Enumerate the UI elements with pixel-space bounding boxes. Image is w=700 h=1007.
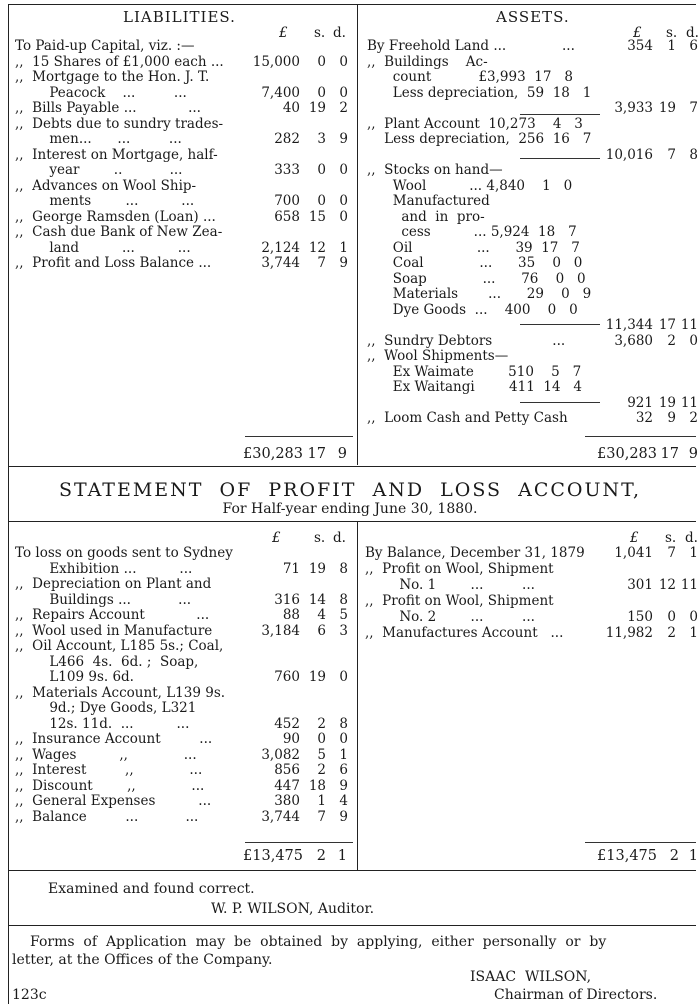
statement-top-rule xyxy=(8,521,696,522)
credit-row-pounds: 1,041 xyxy=(614,545,653,561)
liability-row-pence: 0 xyxy=(339,193,348,209)
credit-total-rule xyxy=(585,842,696,843)
debit-row-pounds: 3,184 xyxy=(261,622,300,639)
debit-row-pounds: 760 xyxy=(274,669,300,685)
asset-total-shillings: 17 xyxy=(660,446,679,462)
asset-total-pence: 9 xyxy=(688,446,698,462)
liability-row-text: ,, Advances on Wool Ship- xyxy=(15,177,197,194)
liability-row-text: ,, Interest on Mortgage, half- xyxy=(15,146,218,163)
debit-row-shillings: 19 xyxy=(308,669,326,685)
debit-row-pounds: 90 xyxy=(282,731,300,747)
top-rule xyxy=(8,4,696,5)
credit-row-pounds: 150 xyxy=(627,609,653,625)
statement-divider xyxy=(357,521,358,870)
liability-row-text: ,, Debts due to sundry trades- xyxy=(15,115,224,132)
pl-debit-pence-header: d. xyxy=(333,530,346,546)
debit-row-shillings: 5 xyxy=(317,746,326,763)
statement-subtitle: For Half-year ending June 30, 1880. xyxy=(222,501,478,517)
asset-pence-header: d. xyxy=(686,25,699,41)
asset-total-pounds: £30,283 xyxy=(597,446,657,462)
credit-row-text: No. 1 ... ... xyxy=(365,577,535,593)
asset-row-text: Ex Waitangi 411 14 4 xyxy=(367,379,583,395)
debit-row-pence: 8 xyxy=(339,715,348,732)
debit-row-pounds: 380 xyxy=(274,793,300,809)
auditor-signature: W. P. WILSON, Auditor. xyxy=(211,901,375,917)
liability-row-pounds: 2,124 xyxy=(261,239,300,256)
liab-total-pence: 9 xyxy=(337,446,347,462)
balance-bottom-rule xyxy=(8,466,696,467)
liability-row-text: ments ... ... xyxy=(15,193,195,209)
debit-row-text: ,, Depreciation on Plant and xyxy=(15,576,212,592)
asset-row-text: Oil ... 39 17 7 xyxy=(367,239,580,256)
liab-shilling-header: s. xyxy=(314,25,326,41)
pl-credit-pound-header: £ xyxy=(630,530,639,546)
debit-row-pounds: 316 xyxy=(274,591,300,608)
examined-note: Examined and found correct. xyxy=(48,881,255,897)
pl-debit-pound-header: £ xyxy=(272,530,281,546)
statement-title: STATEMENT OF PROFIT AND LOSS ACCOUNT, xyxy=(58,479,642,501)
liability-row-text: ,, Bills Payable ... ... xyxy=(15,100,201,116)
asset-row-text: Less depreciation, 59 18 1 xyxy=(367,84,592,101)
asset-row-pence: 0 xyxy=(689,332,698,349)
asset-row-text: Coal ... 35 0 0 xyxy=(367,255,583,271)
debit-row-pence: 0 xyxy=(339,669,348,685)
forms-notice-line2: letter, at the Offices of the Company. xyxy=(12,952,273,968)
debit-total-rule xyxy=(245,842,353,843)
asset-row-pounds: 3,680 xyxy=(614,332,653,349)
debit-row-text: ,, Insurance Account ... xyxy=(15,731,213,747)
liability-row-pounds: 333 xyxy=(274,162,300,178)
asset-row-shillings: 7 xyxy=(667,146,676,163)
debit-row-pence: 9 xyxy=(339,808,348,825)
credit-row-text: By Balance, December 31, 1879 xyxy=(365,545,585,561)
liability-row-shillings: 15 xyxy=(308,208,326,225)
liability-row-pence: 2 xyxy=(339,100,348,116)
asset-subtotal-rule-4 xyxy=(520,402,600,403)
credit-row-pounds: 301 xyxy=(627,577,653,593)
forms-notice-line1: Forms of Application may be obtained by applying, either personally or by xyxy=(30,934,607,950)
pl-debit-shilling-header: s. xyxy=(314,530,326,546)
asset-row-text: count £3,993 17 8 xyxy=(367,69,573,85)
debit-row-shillings: 14 xyxy=(308,591,326,608)
debit-row-text: 12s. 11d. ... ... xyxy=(15,715,190,732)
debit-row-text: L109 9s. 6d. xyxy=(15,669,134,685)
asset-row-pounds: 11,344 xyxy=(605,317,653,333)
debit-row-shillings: 18 xyxy=(308,777,326,794)
asset-row-shillings: 19 xyxy=(658,394,676,411)
pl-credit-pence-header: d. xyxy=(685,530,698,546)
asset-row-pounds: 10,016 xyxy=(605,146,653,163)
liab-total-shillings: 17 xyxy=(307,446,326,462)
debit-row-pounds: 3,744 xyxy=(261,808,300,825)
debit-row-text: L466 4s. 6d. ; Soap, xyxy=(15,653,199,670)
debit-row-text: ,, Oil Account, L185 5s.; Coal, xyxy=(15,638,224,654)
liability-row-text: To Paid-up Capital, viz. :— xyxy=(15,38,195,54)
credit-row-shillings: 2 xyxy=(667,625,676,641)
liability-row-shillings: 0 xyxy=(317,162,326,178)
debit-total-shillings: 2 xyxy=(316,848,326,864)
liability-row-pounds: 282 xyxy=(274,131,300,147)
liability-row-pence: 0 xyxy=(339,53,348,70)
liability-row-pounds: 3,744 xyxy=(261,255,300,271)
assets-heading: ASSETS. xyxy=(496,8,570,26)
asset-row-shillings: 2 xyxy=(667,332,676,349)
debit-row-text: 9d.; Dye Goods, L321 xyxy=(15,700,197,716)
credit-total-pounds: £13,475 xyxy=(597,848,657,864)
footer-rule xyxy=(8,925,696,926)
debit-row-pence: 5 xyxy=(339,607,348,623)
asset-row-text: Manufactured xyxy=(367,193,490,209)
credit-total-shillings: 2 xyxy=(669,848,679,864)
balance-divider xyxy=(357,4,358,465)
liability-row-pence: 0 xyxy=(339,208,348,225)
debit-row-text: ,, Wool used in Manufacture xyxy=(15,622,213,639)
liability-row-text: ,, George Ramsden (Loan) ... xyxy=(15,208,216,225)
debit-row-pounds: 452 xyxy=(274,715,300,732)
liability-row-text: men... ... ... xyxy=(15,131,182,147)
debit-row-pounds: 3,082 xyxy=(261,746,300,763)
asset-row-pence: 11 xyxy=(680,394,698,411)
credit-row-pence: 11 xyxy=(680,577,698,593)
debit-row-shillings: 6 xyxy=(317,622,326,639)
debit-row-text: ,, Interest ,, ... xyxy=(15,762,203,778)
liab-total-rule xyxy=(245,436,353,437)
debit-row-text: ,, Balance ... ... xyxy=(15,808,199,825)
asset-row-text: Ex Waimate 510 5 7 xyxy=(367,363,582,380)
liability-row-shillings: 0 xyxy=(317,53,326,70)
chairman-title: Chairman of Directors. xyxy=(494,987,658,1003)
asset-row-shillings: 9 xyxy=(667,410,676,426)
debit-row-pence: 8 xyxy=(339,591,348,608)
credit-row-pence: 0 xyxy=(689,609,698,625)
asset-row-text: By Freehold Land ... ... xyxy=(367,38,575,54)
asset-row-text: ,, Stocks on hand— xyxy=(367,162,503,178)
liability-row-shillings: 0 xyxy=(317,193,326,209)
liability-row-pence: 9 xyxy=(339,255,348,271)
liability-row-shillings: 12 xyxy=(308,239,326,256)
liability-row-pence: 9 xyxy=(339,131,348,147)
debit-row-pence: 0 xyxy=(339,731,348,747)
liability-row-text: ,, Mortgage to the Hon. J. T. xyxy=(15,69,210,85)
debit-row-pence: 9 xyxy=(339,777,348,794)
debit-row-text: ,, Materials Account, L139 9s. xyxy=(15,684,226,701)
liability-row-pounds: 15,000 xyxy=(252,53,300,70)
pl-credit-shilling-header: s. xyxy=(665,530,677,546)
asset-row-text: and in pro- xyxy=(367,208,485,225)
liability-row-pence: 1 xyxy=(339,239,348,256)
liab-total-pounds: £30,283 xyxy=(243,446,303,462)
liability-row-pounds: 700 xyxy=(274,193,300,209)
liabilities-heading: LIABILITIES. xyxy=(123,8,236,26)
liability-row-pence: 0 xyxy=(339,162,348,178)
debit-row-shillings: 7 xyxy=(317,808,326,825)
asset-row-shillings: 17 xyxy=(658,317,676,333)
liability-row-text: ,, Cash due Bank of New Zea- xyxy=(15,224,223,240)
credit-row-pence: 1 xyxy=(689,545,698,561)
asset-row-text: cess ... 5,924 18 7 xyxy=(367,224,577,240)
liability-row-pounds: 7,400 xyxy=(261,84,300,101)
liability-row-pence: 0 xyxy=(339,84,348,101)
debit-row-pence: 3 xyxy=(339,622,348,639)
debit-row-text: To loss on goods sent to Sydney xyxy=(15,545,233,561)
debit-row-text: ,, Wages ,, ... xyxy=(15,746,197,763)
liability-row-text: Peacock ... ... xyxy=(15,84,187,101)
credit-row-pounds: 11,982 xyxy=(605,625,653,641)
liability-row-text: ,, 15 Shares of £1,000 each ... xyxy=(15,53,224,70)
debit-row-pence: 6 xyxy=(339,762,348,778)
asset-row-text: Wool ... 4,840 1 0 xyxy=(367,177,573,194)
debit-total-pence: 1 xyxy=(337,848,347,864)
asset-row-pounds: 3,933 xyxy=(614,100,653,116)
liability-row-shillings: 3 xyxy=(317,131,326,147)
asset-row-text: Dye Goods ... 400 0 0 xyxy=(367,301,578,318)
asset-row-shillings: 1 xyxy=(667,38,676,54)
page-reference: 123c xyxy=(12,987,47,1003)
debit-row-text: Buildings ... ... xyxy=(15,591,192,608)
liab-pence-header: d. xyxy=(333,25,346,41)
asset-row-text: ,, Plant Account 10,273 4 3 xyxy=(367,115,583,132)
debit-row-shillings: 1 xyxy=(317,793,326,809)
liability-row-text: ,, Profit and Loss Balance ... xyxy=(15,255,212,271)
liability-row-shillings: 0 xyxy=(317,84,326,101)
debit-row-text: ,, General Expenses ... xyxy=(15,793,212,809)
asset-row-pence: 2 xyxy=(689,410,698,426)
credit-row-text: No. 2 ... ... xyxy=(365,609,535,625)
liability-row-pounds: 40 xyxy=(282,100,300,116)
asset-row-shillings: 19 xyxy=(658,100,676,116)
debit-row-pounds: 856 xyxy=(274,762,300,778)
debit-row-pence: 4 xyxy=(339,793,348,809)
asset-row-text: ,, Loom Cash and Petty Cash xyxy=(367,410,568,426)
credit-row-pence: 1 xyxy=(689,625,698,641)
asset-row-pence: 6 xyxy=(689,38,698,54)
debit-row-shillings: 19 xyxy=(308,560,326,577)
asset-row-pence: 8 xyxy=(689,146,698,163)
debit-row-pence: 8 xyxy=(339,560,348,577)
asset-row-text: ,, Wool Shipments— xyxy=(367,348,509,364)
debit-row-text: Exhibition ... ... xyxy=(15,560,193,577)
debit-row-pounds: 71 xyxy=(282,560,300,577)
chairman-name: ISAAC WILSON, xyxy=(470,969,592,985)
debit-row-shillings: 2 xyxy=(317,762,326,778)
asset-shilling-header: s. xyxy=(666,25,678,41)
asset-row-text: ,, Sundry Debtors ... xyxy=(367,332,566,349)
debit-row-text: ,, Repairs Account ... xyxy=(15,607,210,623)
asset-row-text: ,, Buildings Ac- xyxy=(367,53,488,70)
asset-subtotal-rule-3 xyxy=(520,324,600,325)
credit-row-text: ,, Profit on Wool, Shipment xyxy=(365,593,554,609)
asset-row-pounds: 32 xyxy=(635,410,653,426)
asset-row-pence: 7 xyxy=(689,100,698,116)
liab-pound-header: £ xyxy=(279,25,288,41)
debit-row-text: ,, Discount ,, ... xyxy=(15,777,205,794)
debit-row-pence: 1 xyxy=(339,746,348,763)
credit-total-pence: 1 xyxy=(688,848,698,864)
debit-total-pounds: £13,475 xyxy=(243,848,303,864)
asset-row-text: Soap ... 76 0 0 xyxy=(367,270,586,287)
asset-row-pence: 11 xyxy=(680,317,698,333)
asset-subtotal-rule-1 xyxy=(520,114,600,115)
debit-row-pounds: 447 xyxy=(274,777,300,794)
asset-row-pounds: 354 xyxy=(627,38,653,54)
credit-row-text: ,, Profit on Wool, Shipment xyxy=(365,561,554,577)
asset-row-text: Materials ... 29 0 9 xyxy=(367,286,592,302)
debit-row-shillings: 2 xyxy=(317,715,326,732)
asset-total-rule xyxy=(585,436,696,437)
debit-row-shillings: 0 xyxy=(317,731,326,747)
debit-row-shillings: 4 xyxy=(317,607,326,623)
asset-row-text: Less depreciation, 256 16 7 xyxy=(367,131,592,147)
liability-row-pounds: 658 xyxy=(274,208,300,225)
asset-subtotal-rule-2 xyxy=(520,158,600,159)
credit-row-shillings: 0 xyxy=(667,609,676,625)
statement-bottom-rule xyxy=(8,870,696,871)
credit-row-shillings: 12 xyxy=(658,577,676,593)
debit-row-pounds: 88 xyxy=(282,607,300,623)
credit-row-text: ,, Manufactures Account ... xyxy=(365,625,564,641)
asset-row-pounds: 921 xyxy=(627,394,653,411)
credit-row-shillings: 7 xyxy=(667,545,676,561)
asset-pound-header: £ xyxy=(633,25,642,41)
liability-row-text: year .. ... xyxy=(15,162,183,178)
liability-row-shillings: 7 xyxy=(317,255,326,271)
liability-row-text: land ... ... xyxy=(15,239,191,256)
liability-row-shillings: 19 xyxy=(308,100,326,116)
